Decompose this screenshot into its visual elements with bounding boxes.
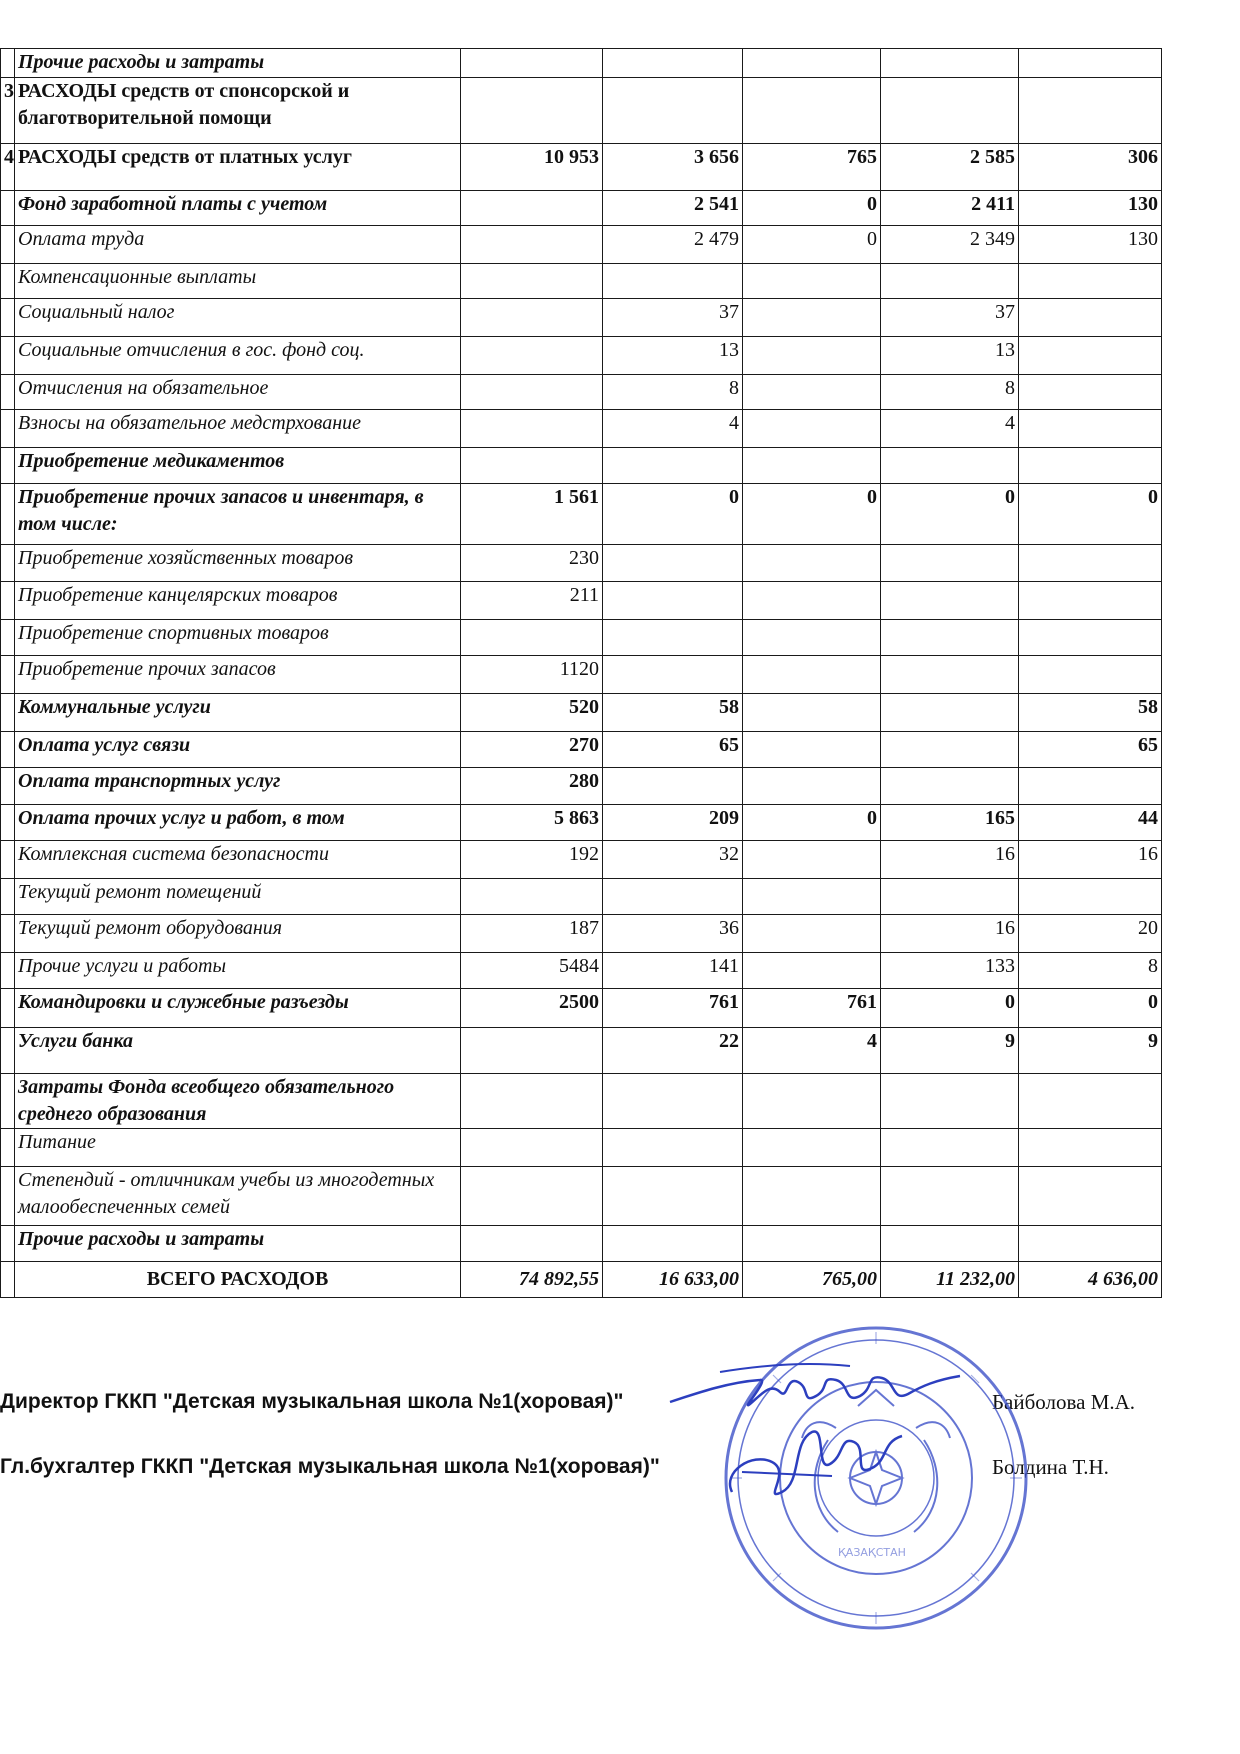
amount-cell — [603, 1167, 743, 1226]
amount-cell — [603, 264, 743, 299]
amount-cell — [881, 1167, 1019, 1226]
amount-cell — [461, 448, 603, 484]
table-row — [1, 410, 1162, 448]
amount-cell — [743, 448, 881, 484]
amount-cell — [461, 49, 603, 78]
amount-cell: 765 — [743, 144, 881, 191]
amount-cell: 16 — [1019, 841, 1162, 879]
amount-cell — [1019, 299, 1162, 337]
row-number — [1, 410, 15, 448]
row-label: Затраты Фонда всеобщего обязательного среднего образования — [15, 1074, 461, 1129]
row-label: Прочие услуги и работы — [15, 953, 461, 989]
amount-cell — [461, 337, 603, 375]
table-row — [1, 1167, 1162, 1226]
amount-cell — [461, 1129, 603, 1167]
amount-cell: 37 — [603, 299, 743, 337]
amount-cell — [1019, 1226, 1162, 1262]
amount-cell: 306 — [1019, 144, 1162, 191]
director-name: Байболова М.А. — [992, 1390, 1136, 1414]
amount-cell: 13 — [603, 337, 743, 375]
amount-cell — [603, 78, 743, 144]
amount-cell: 37 — [881, 299, 1019, 337]
amount-cell: 761 — [603, 989, 743, 1028]
amount-cell: 209 — [603, 805, 743, 841]
row-label: Коммунальные услуги — [15, 694, 461, 732]
amount-cell: 20 — [1019, 915, 1162, 953]
table-row — [1, 484, 1162, 545]
row-number — [1, 1226, 15, 1262]
amount-cell — [461, 299, 603, 337]
amount-cell: 2500 — [461, 989, 603, 1028]
row-label: Приобретение прочих запасов — [15, 656, 461, 694]
amount-cell — [461, 78, 603, 144]
row-number — [1, 484, 15, 545]
amount-cell: 44 — [1019, 805, 1162, 841]
amount-cell — [743, 410, 881, 448]
amount-cell — [881, 656, 1019, 694]
row-label: Приобретение медикаментов — [15, 448, 461, 484]
row-label: Услуги банка — [15, 1028, 461, 1074]
table-row — [1, 78, 1162, 144]
row-label: Оплата услуг связи — [15, 732, 461, 768]
amount-cell: 4 636,00 — [1019, 1262, 1162, 1298]
amount-cell — [1019, 879, 1162, 915]
amount-cell: 141 — [603, 953, 743, 989]
row-number — [1, 264, 15, 299]
amount-cell: 65 — [1019, 732, 1162, 768]
row-number — [1, 1129, 15, 1167]
amount-cell: 0 — [881, 989, 1019, 1028]
amount-cell — [461, 1074, 603, 1129]
table-row — [1, 1028, 1162, 1074]
amount-cell: 58 — [1019, 694, 1162, 732]
amount-cell: 280 — [461, 768, 603, 805]
table-row — [1, 1129, 1162, 1167]
amount-cell — [881, 879, 1019, 915]
table-row — [1, 841, 1162, 879]
amount-cell — [461, 1167, 603, 1226]
amount-cell: 16 633,00 — [603, 1262, 743, 1298]
amount-cell: 0 — [743, 226, 881, 264]
amount-cell — [743, 1074, 881, 1129]
amount-cell — [1019, 1167, 1162, 1226]
row-label: Оплата транспортных услуг — [15, 768, 461, 805]
amount-cell — [1019, 1129, 1162, 1167]
table-row — [1, 915, 1162, 953]
amount-cell — [1019, 78, 1162, 144]
row-label: РАСХОДЫ средств от спонсорской и благотворительной помощи — [15, 78, 461, 144]
row-label: Текущий ремонт помещений — [15, 879, 461, 915]
amount-cell — [743, 337, 881, 375]
row-number — [1, 226, 15, 264]
row-number: 3 — [1, 78, 15, 144]
table-row — [1, 620, 1162, 656]
amount-cell — [461, 1028, 603, 1074]
amount-cell — [743, 694, 881, 732]
amount-cell: 36 — [603, 915, 743, 953]
amount-cell — [743, 620, 881, 656]
amount-cell — [743, 915, 881, 953]
amount-cell — [743, 841, 881, 879]
amount-cell — [603, 49, 743, 78]
row-label: Социальный налог — [15, 299, 461, 337]
row-label: Отчисления на обязательное — [15, 375, 461, 410]
amount-cell — [881, 694, 1019, 732]
amount-cell — [1019, 375, 1162, 410]
amount-cell — [881, 78, 1019, 144]
amount-cell — [743, 78, 881, 144]
amount-cell: 2 349 — [881, 226, 1019, 264]
row-label: Социальные отчисления в гос. фонд соц. — [15, 337, 461, 375]
table-row — [1, 879, 1162, 915]
row-number — [1, 191, 15, 226]
amount-cell — [881, 1074, 1019, 1129]
amount-cell: 0 — [743, 191, 881, 226]
table-row — [1, 144, 1162, 191]
amount-cell — [1019, 768, 1162, 805]
amount-cell: 2 541 — [603, 191, 743, 226]
row-label: ВСЕГО РАСХОДОВ — [15, 1262, 461, 1298]
row-label: Оплата труда — [15, 226, 461, 264]
amount-cell: 0 — [1019, 989, 1162, 1028]
table-row — [1, 448, 1162, 484]
amount-cell — [1019, 545, 1162, 582]
amount-cell — [881, 732, 1019, 768]
amount-cell — [743, 732, 881, 768]
amount-cell — [743, 375, 881, 410]
amount-cell — [881, 620, 1019, 656]
amount-cell: 1 561 — [461, 484, 603, 545]
amount-cell — [743, 49, 881, 78]
amount-cell — [603, 768, 743, 805]
amount-cell — [603, 656, 743, 694]
row-label: РАСХОДЫ средств от платных услуг — [15, 144, 461, 191]
amount-cell — [1019, 582, 1162, 620]
amount-cell: 16 — [881, 841, 1019, 879]
amount-cell — [743, 1226, 881, 1262]
table-row — [1, 1262, 1162, 1298]
amount-cell — [603, 1226, 743, 1262]
amount-cell — [743, 545, 881, 582]
amount-cell: 761 — [743, 989, 881, 1028]
row-number — [1, 299, 15, 337]
amount-cell — [1019, 1074, 1162, 1129]
amount-cell: 165 — [881, 805, 1019, 841]
amount-cell: 211 — [461, 582, 603, 620]
amount-cell — [743, 1167, 881, 1226]
amount-cell — [881, 582, 1019, 620]
row-label: Оплата прочих услуг и работ, в том — [15, 805, 461, 841]
table-row — [1, 375, 1162, 410]
amount-cell — [461, 191, 603, 226]
amount-cell — [461, 375, 603, 410]
row-number — [1, 768, 15, 805]
row-number — [1, 337, 15, 375]
amount-cell — [743, 879, 881, 915]
amount-cell: 187 — [461, 915, 603, 953]
row-number — [1, 989, 15, 1028]
table-row — [1, 1074, 1162, 1129]
amount-cell — [461, 410, 603, 448]
amount-cell — [603, 1129, 743, 1167]
amount-cell: 5484 — [461, 953, 603, 989]
amount-cell: 130 — [1019, 226, 1162, 264]
table-row — [1, 805, 1162, 841]
row-number — [1, 448, 15, 484]
accountant-name: Болдина Т.Н. — [992, 1455, 1109, 1479]
amount-cell: 0 — [1019, 484, 1162, 545]
amount-cell — [1019, 620, 1162, 656]
amount-cell: 192 — [461, 841, 603, 879]
amount-cell: 0 — [743, 484, 881, 545]
amount-cell: 65 — [603, 732, 743, 768]
amount-cell: 2 585 — [881, 144, 1019, 191]
amount-cell — [881, 264, 1019, 299]
row-label: Взносы на обязательное медстрхование — [15, 410, 461, 448]
amount-cell: 5 863 — [461, 805, 603, 841]
amount-cell — [881, 768, 1019, 805]
table-row — [1, 989, 1162, 1028]
amount-cell: 58 — [603, 694, 743, 732]
row-number — [1, 915, 15, 953]
amount-cell — [881, 448, 1019, 484]
row-number — [1, 841, 15, 879]
amount-cell: 130 — [1019, 191, 1162, 226]
amount-cell: 520 — [461, 694, 603, 732]
amount-cell — [603, 620, 743, 656]
row-number — [1, 805, 15, 841]
table-row — [1, 49, 1162, 78]
row-label: Прочие расходы и затраты — [15, 49, 461, 78]
amount-cell — [461, 264, 603, 299]
director-title: Директор ГККП "Детская музыкальная школа №1(хоровая)" — [0, 1390, 624, 1413]
table-row — [1, 226, 1162, 264]
amount-cell — [603, 448, 743, 484]
row-label: Командировки и служебные разъезды — [15, 989, 461, 1028]
table-row — [1, 299, 1162, 337]
amount-cell: 2 411 — [881, 191, 1019, 226]
row-label: Прочие расходы и затраты — [15, 1226, 461, 1262]
expense-table — [0, 48, 1162, 1298]
row-number — [1, 953, 15, 989]
table-row — [1, 264, 1162, 299]
amount-cell — [603, 879, 743, 915]
row-label: Приобретение хозяйственных товаров — [15, 545, 461, 582]
amount-cell: 270 — [461, 732, 603, 768]
row-number — [1, 49, 15, 78]
table-row — [1, 191, 1162, 226]
amount-cell — [603, 545, 743, 582]
amount-cell: 4 — [881, 410, 1019, 448]
row-number — [1, 620, 15, 656]
amount-cell: 1120 — [461, 656, 603, 694]
amount-cell — [1019, 656, 1162, 694]
amount-cell: 3 656 — [603, 144, 743, 191]
amount-cell — [743, 299, 881, 337]
amount-cell — [881, 1129, 1019, 1167]
table-row — [1, 545, 1162, 582]
amount-cell — [743, 953, 881, 989]
amount-cell: 2 479 — [603, 226, 743, 264]
row-number: 4 — [1, 144, 15, 191]
table-row — [1, 953, 1162, 989]
row-label: Текущий ремонт оборудования — [15, 915, 461, 953]
amount-cell — [1019, 410, 1162, 448]
amount-cell — [743, 768, 881, 805]
row-number — [1, 545, 15, 582]
amount-cell — [743, 582, 881, 620]
row-label: Компенсационные выплаты — [15, 264, 461, 299]
amount-cell: 0 — [881, 484, 1019, 545]
amount-cell: 32 — [603, 841, 743, 879]
amount-cell: 8 — [881, 375, 1019, 410]
table-row — [1, 694, 1162, 732]
row-number — [1, 1028, 15, 1074]
table-row — [1, 656, 1162, 694]
amount-cell: 16 — [881, 915, 1019, 953]
table-row — [1, 582, 1162, 620]
amount-cell: 13 — [881, 337, 1019, 375]
amount-cell: 4 — [603, 410, 743, 448]
row-label: Приобретение канцелярских товаров — [15, 582, 461, 620]
amount-cell — [1019, 448, 1162, 484]
table-row — [1, 337, 1162, 375]
amount-cell: 8 — [1019, 953, 1162, 989]
amount-cell — [1019, 337, 1162, 375]
amount-cell — [1019, 49, 1162, 78]
accountant-signature — [712, 1412, 912, 1512]
row-number — [1, 1167, 15, 1226]
stamp-country-text: ҚАЗАҚСТАН — [838, 1546, 906, 1559]
amount-cell: 9 — [881, 1028, 1019, 1074]
amount-cell — [1019, 264, 1162, 299]
amount-cell — [461, 879, 603, 915]
row-number — [1, 1074, 15, 1129]
row-label: Приобретение прочих запасов и инвентаря, в том числе: — [15, 484, 461, 545]
row-number — [1, 879, 15, 915]
amount-cell: 9 — [1019, 1028, 1162, 1074]
amount-cell — [743, 264, 881, 299]
amount-cell — [881, 49, 1019, 78]
amount-cell: 765,00 — [743, 1262, 881, 1298]
amount-cell: 0 — [743, 805, 881, 841]
row-number — [1, 656, 15, 694]
amount-cell — [881, 1226, 1019, 1262]
amount-cell: 8 — [603, 375, 743, 410]
row-label: Питание — [15, 1129, 461, 1167]
amount-cell — [743, 656, 881, 694]
amount-cell — [461, 1226, 603, 1262]
table-row — [1, 768, 1162, 805]
amount-cell — [603, 582, 743, 620]
row-number — [1, 732, 15, 768]
amount-cell — [461, 226, 603, 264]
amount-cell — [461, 620, 603, 656]
amount-cell — [881, 545, 1019, 582]
row-number — [1, 375, 15, 410]
amount-cell: 11 232,00 — [881, 1262, 1019, 1298]
table-row — [1, 732, 1162, 768]
row-label: Степендий - отличникам учебы из многодетных малообеспеченных семей — [15, 1167, 461, 1226]
amount-cell — [603, 1074, 743, 1129]
amount-cell: 10 953 — [461, 144, 603, 191]
row-label: Фонд заработной платы с учетом — [15, 191, 461, 226]
amount-cell: 230 — [461, 545, 603, 582]
row-label: Приобретение спортивных товаров — [15, 620, 461, 656]
row-number — [1, 1262, 15, 1298]
table-row — [1, 1226, 1162, 1262]
row-number — [1, 582, 15, 620]
amount-cell: 0 — [603, 484, 743, 545]
amount-cell: 4 — [743, 1028, 881, 1074]
amount-cell: 74 892,55 — [461, 1262, 603, 1298]
amount-cell — [743, 1129, 881, 1167]
row-label: Комплексная система безопасности — [15, 841, 461, 879]
row-number — [1, 694, 15, 732]
accountant-title: Гл.бухгалтер ГККП "Детская музыкальная школа №1(хоровая)" — [0, 1455, 660, 1478]
amount-cell: 22 — [603, 1028, 743, 1074]
amount-cell: 133 — [881, 953, 1019, 989]
